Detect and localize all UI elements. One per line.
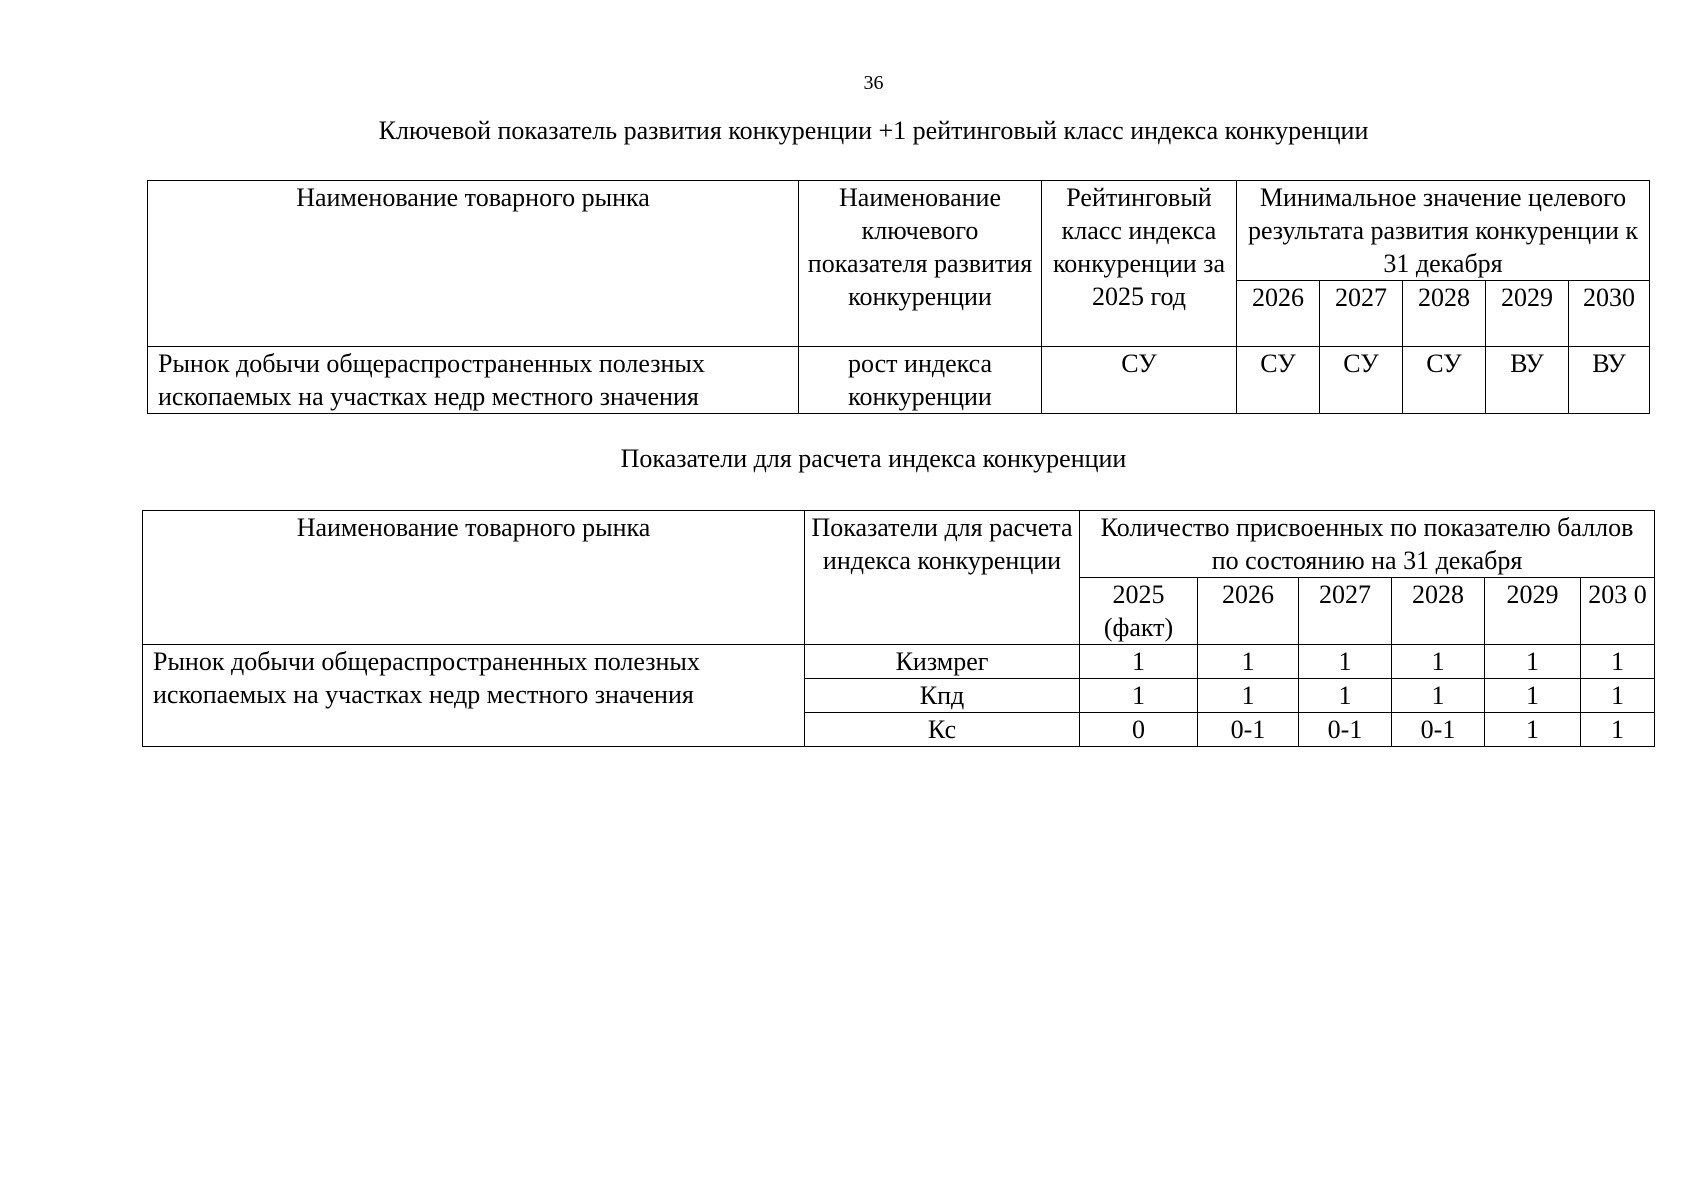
header-year: 2027 [1299, 578, 1392, 645]
header-market-name: Наименование товарного рынка [143, 511, 805, 645]
header-year: 2027 [1320, 281, 1403, 347]
header-min-value: Минимальное значение целевого результата развития конкуренции к 31 декабря [1237, 181, 1650, 281]
row-value: 1 [1080, 645, 1198, 679]
key-indicator-heading: Ключевой показатель развития конкуренции +1 рейтинговый класс индекса конкуренции [378, 116, 1369, 145]
header-rating-class: Рейтинговый класс индекса конкуренции за 2025 год [1042, 181, 1237, 347]
row-value: 1 [1485, 645, 1581, 679]
row-value: 1 [1581, 645, 1655, 679]
row-key-indicator: рост индекса конкуренции [799, 347, 1042, 414]
row-value: 1 [1299, 645, 1392, 679]
key-indicator-table [147, 180, 1650, 414]
row-value: 1 [1198, 645, 1299, 679]
header-year: 2028 [1392, 578, 1485, 645]
page-number: 36 [863, 72, 884, 94]
row-value: 1 [1392, 679, 1485, 713]
row-indicator: Кизмрег [805, 645, 1080, 679]
row-value: СУ [1320, 347, 1403, 414]
header-year: 2025 (факт) [1080, 578, 1198, 645]
row-value: 1 [1080, 679, 1198, 713]
row-value: СУ [1403, 347, 1486, 414]
row-indicator: Кпд [805, 679, 1080, 713]
row-indicator: Кс [805, 713, 1080, 747]
header-year: 2029 [1486, 281, 1569, 347]
row-value: ВУ [1569, 347, 1650, 414]
competition-index-table [142, 510, 1655, 747]
row-value: ВУ [1486, 347, 1569, 414]
row-value: 1 [1581, 679, 1655, 713]
row-market-name: Рынок добычи общераспространенных полезных ископаемых на участках недр местного значения [143, 645, 805, 747]
competition-index-heading: Показатели для расчета индекса конкуренции [620, 444, 1127, 473]
table-row [148, 347, 1650, 414]
header-year: 2028 [1403, 281, 1486, 347]
row-value: 0-1 [1299, 713, 1392, 747]
header-year: 2029 [1485, 578, 1581, 645]
header-year: 2026 [1198, 578, 1299, 645]
table-row [143, 645, 1655, 679]
header-year: 203 0 [1581, 578, 1655, 645]
row-value: 1 [1198, 679, 1299, 713]
header-market-name: Наименование товарного рынка [148, 181, 799, 347]
header-year: 2030 [1569, 281, 1650, 347]
row-value: 0-1 [1198, 713, 1299, 747]
row-value: 1 [1392, 645, 1485, 679]
row-value: 0-1 [1392, 713, 1485, 747]
row-market-name: Рынок добычи общераспространенных полезных ископаемых на участках недр местного значения [148, 347, 799, 414]
row-value: 1 [1299, 679, 1392, 713]
row-value: 0 [1080, 713, 1198, 747]
row-value: 1 [1581, 713, 1655, 747]
header-key-indicator: Наименование ключевого показателя развития конкуренции [799, 181, 1042, 347]
row-value: 1 [1485, 679, 1581, 713]
header-year: 2026 [1237, 281, 1320, 347]
header-indicators: Показатели для расчета индекса конкуренции [805, 511, 1080, 645]
row-value: 1 [1485, 713, 1581, 747]
header-points: Количество присвоенных по показателю баллов по состоянию на 31 декабря [1080, 511, 1655, 578]
row-value: СУ [1237, 347, 1320, 414]
row-rating-class: СУ [1042, 347, 1237, 414]
